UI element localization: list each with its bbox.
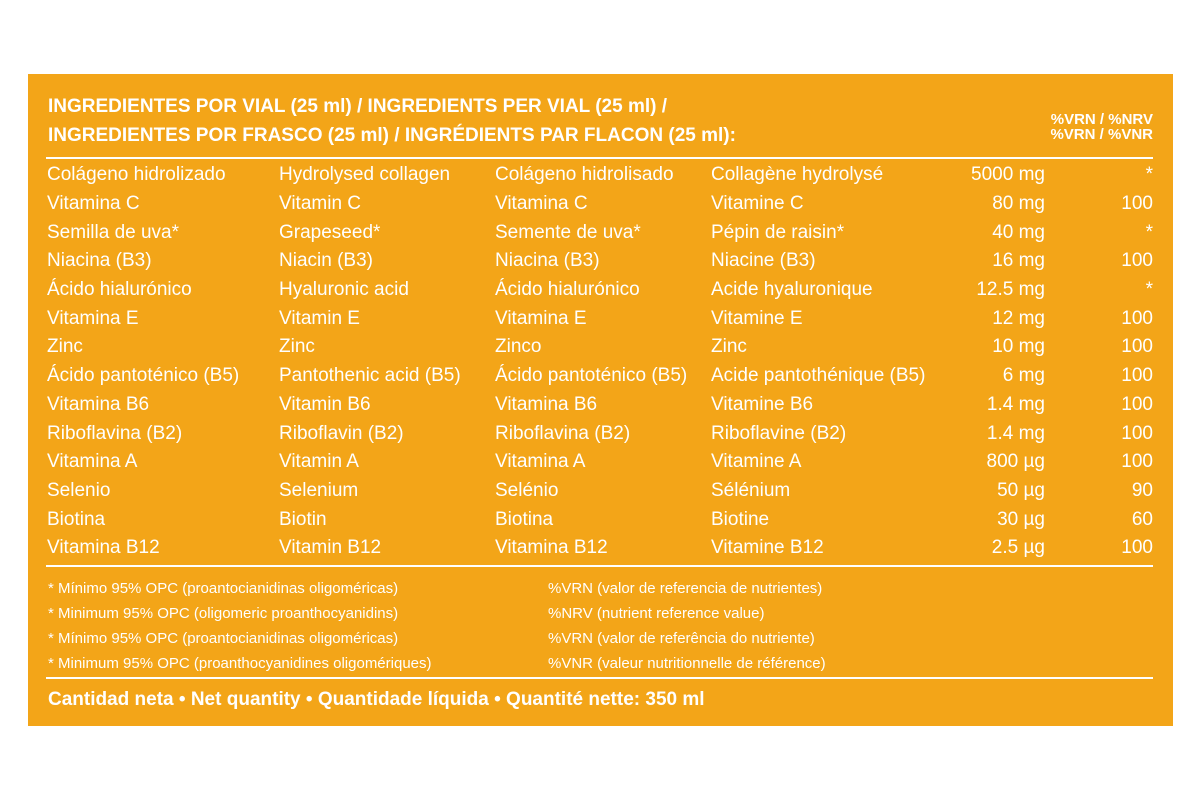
- ingredient-name-es: Selenio: [47, 479, 111, 501]
- ingredient-name-es: Zinc: [47, 336, 83, 358]
- ingredient-name-es: Ácido hialurónico: [47, 279, 192, 301]
- footnote-reference-definition: %VRN (valor de referencia de nutrientes): [548, 580, 823, 597]
- footnote-opc: * Mínimo 95% OPC (proantocianidinas oligoméricas): [48, 630, 399, 647]
- ingredient-name-es: Niacina (B3): [47, 250, 152, 272]
- table-row: [47, 419, 1153, 448]
- footnote-row: [48, 651, 1148, 676]
- table-row: [47, 534, 1153, 563]
- ingredient-name-fr: Acide pantothénique (B5): [711, 365, 926, 387]
- footnotes: [48, 576, 1148, 676]
- ingredient-name-fr: Acide hyaluronique: [711, 279, 873, 301]
- ingredient-reference-percent: *: [1145, 164, 1153, 186]
- footnote-reference-definition: %VNR (valeur nutritionnelle de référence): [548, 655, 826, 672]
- ingredient-amount: 800 µg: [986, 451, 1045, 473]
- ingredient-amount: 6 mg: [1002, 365, 1045, 387]
- ingredient-name-pt: Niacina (B3): [495, 250, 600, 272]
- footnote-opc: * Minimum 95% OPC (proanthocyanidines oligomériques): [48, 655, 432, 672]
- ingredient-amount: 80 mg: [992, 193, 1045, 215]
- header-title-line-1: INGREDIENTES POR VIAL (25 ml) / INGREDIENTS PER VIAL (25 ml) /: [48, 96, 668, 117]
- table-row: [47, 304, 1153, 333]
- ingredient-amount: 10 mg: [992, 336, 1045, 358]
- ingredient-name-pt: Semente de uva*: [495, 221, 641, 243]
- ingredient-amount: 1.4 mg: [986, 422, 1045, 444]
- ingredient-name-fr: Biotine: [711, 508, 770, 530]
- ingredient-name-fr: Riboflavine (B2): [711, 422, 847, 444]
- ingredient-name-en: Vitamin B6: [279, 393, 371, 415]
- ingredient-reference-percent: 60: [1131, 508, 1153, 530]
- ingredient-name-pt: Selénio: [495, 479, 559, 501]
- ingredient-name-en: Selenium: [279, 479, 359, 501]
- ingredient-name-pt: Ácido hialurónico: [495, 279, 640, 301]
- ingredient-name-es: Vitamina B6: [47, 393, 150, 415]
- ingredients-table: [47, 161, 1153, 563]
- ingredient-name-fr: Vitamine B6: [711, 393, 814, 415]
- footnote-row: [48, 576, 1148, 601]
- ingredient-name-en: Niacin (B3): [279, 250, 373, 272]
- ingredient-amount: 2.5 µg: [991, 537, 1045, 559]
- ingredient-name-en: Riboflavin (B2): [279, 422, 404, 444]
- table-row: [47, 190, 1153, 219]
- ingredient-name-pt: Vitamina A: [495, 451, 586, 473]
- ingredient-name-es: Vitamina A: [47, 451, 138, 473]
- ingredient-name-fr: Collagène hydrolysé: [711, 164, 884, 186]
- ingredient-name-en: Pantothenic acid (B5): [279, 365, 461, 387]
- ingredient-name-en: Vitamin A: [279, 451, 359, 473]
- footnote-opc: * Minimum 95% OPC (oligomeric proanthocyanidins): [48, 605, 399, 622]
- ingredient-name-es: Riboflavina (B2): [47, 422, 183, 444]
- table-row: [47, 362, 1153, 391]
- reference-value-labels: [1050, 112, 1153, 142]
- ingredient-reference-percent: 100: [1121, 451, 1153, 473]
- footnote-row: [48, 601, 1148, 626]
- ingredient-name-pt: Riboflavina (B2): [495, 422, 631, 444]
- header-title-line-2: INGREDIENTES POR FRASCO (25 ml) / INGRÉDIENTS PAR FLACON (25 ml):: [48, 125, 736, 146]
- ingredient-reference-percent: 100: [1121, 537, 1153, 559]
- ingredient-amount: 40 mg: [992, 221, 1045, 243]
- ingredient-name-fr: Pépin de raisin*: [711, 221, 845, 243]
- divider-top: [46, 157, 1153, 159]
- ingredient-name-en: Hydrolysed collagen: [279, 164, 451, 186]
- nutrition-label-panel: [28, 74, 1173, 726]
- ingredient-name-es: Vitamina C: [47, 193, 140, 215]
- footnote-reference-definition: %VRN (valor de referência do nutriente): [548, 630, 815, 647]
- ingredient-name-fr: Vitamine E: [711, 307, 803, 329]
- ingredient-name-pt: Vitamina B6: [495, 393, 598, 415]
- ingredient-amount: 5000 mg: [971, 164, 1045, 186]
- ingredient-reference-percent: 100: [1121, 250, 1153, 272]
- ingredient-name-es: Vitamina E: [47, 307, 139, 329]
- ingredient-reference-percent: *: [1145, 221, 1153, 243]
- footnote-opc: * Mínimo 95% OPC (proantocianidinas oligoméricas): [48, 580, 399, 597]
- ingredient-name-fr: Niacine (B3): [711, 250, 816, 272]
- ingredient-name-fr: Zinc: [711, 336, 747, 358]
- ingredient-reference-percent: 100: [1121, 193, 1153, 215]
- table-row: [47, 161, 1153, 190]
- ingredient-name-pt: Colágeno hidrolisado: [495, 164, 674, 186]
- ingredient-reference-percent: 100: [1121, 365, 1153, 387]
- ingredient-amount: 1.4 mg: [986, 393, 1045, 415]
- ingredient-name-pt: Vitamina C: [495, 193, 588, 215]
- ingredient-name-pt: Vitamina B12: [495, 537, 608, 559]
- ingredient-name-es: Colágeno hidrolizado: [47, 164, 226, 186]
- ingredient-name-en: Vitamin E: [279, 307, 360, 329]
- ref-label-1: %VRN / %NRV: [1050, 111, 1153, 128]
- ingredient-reference-percent: 100: [1121, 422, 1153, 444]
- ingredient-reference-percent: *: [1145, 279, 1153, 301]
- ingredient-name-es: Biotina: [47, 508, 106, 530]
- ref-label-2: %VRN / %VNR: [1050, 126, 1153, 143]
- table-row: [47, 477, 1153, 506]
- ingredient-amount: 12.5 mg: [976, 279, 1045, 301]
- ingredient-name-es: Vitamina B12: [47, 537, 160, 559]
- ingredient-reference-percent: 100: [1121, 336, 1153, 358]
- ingredient-name-pt: Zinco: [495, 336, 542, 358]
- table-row: [47, 505, 1153, 534]
- ingredient-name-en: Vitamin C: [279, 193, 362, 215]
- ingredient-name-pt: Vitamina E: [495, 307, 587, 329]
- ingredient-name-fr: Vitamine A: [711, 451, 802, 473]
- divider-bottom: [46, 677, 1153, 679]
- ingredient-name-en: Hyaluronic acid: [279, 279, 409, 301]
- ingredient-amount: 50 µg: [997, 479, 1045, 501]
- divider-middle: [46, 565, 1153, 567]
- ingredient-name-pt: Ácido pantoténico (B5): [495, 365, 688, 387]
- ingredient-name-fr: Sélénium: [711, 479, 791, 501]
- ingredient-name-pt: Biotina: [495, 508, 554, 530]
- ingredient-amount: 30 µg: [997, 508, 1045, 530]
- ingredient-reference-percent: 100: [1121, 393, 1153, 415]
- table-row: [47, 333, 1153, 362]
- ingredient-name-es: Semilla de uva*: [47, 221, 180, 243]
- table-row: [47, 247, 1153, 276]
- table-row: [47, 448, 1153, 477]
- ingredient-amount: 12 mg: [992, 307, 1045, 329]
- footnote-reference-definition: %NRV (nutrient reference value): [548, 605, 765, 622]
- ingredient-reference-percent: 100: [1121, 307, 1153, 329]
- ingredient-name-en: Biotin: [279, 508, 327, 530]
- table-row: [47, 276, 1153, 305]
- ingredient-name-fr: Vitamine C: [711, 193, 804, 215]
- ingredient-amount: 16 mg: [992, 250, 1045, 272]
- net-quantity: Cantidad neta • Net quantity • Quantidade líquida • Quantité nette: 350 ml: [48, 689, 705, 710]
- label-header: [48, 92, 1153, 154]
- ingredient-name-fr: Vitamine B12: [711, 537, 824, 559]
- ingredient-name-en: Grapeseed*: [279, 221, 381, 243]
- table-row: [47, 218, 1153, 247]
- ingredient-name-en: Zinc: [279, 336, 315, 358]
- table-row: [47, 391, 1153, 420]
- footnote-row: [48, 626, 1148, 651]
- ingredient-name-en: Vitamin B12: [279, 537, 382, 559]
- ingredient-reference-percent: 90: [1131, 479, 1153, 501]
- ingredient-name-es: Ácido pantoténico (B5): [47, 365, 240, 387]
